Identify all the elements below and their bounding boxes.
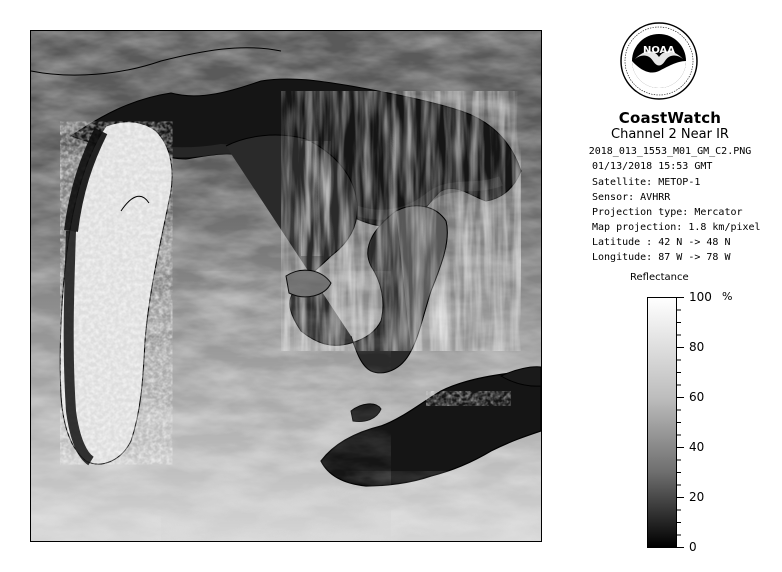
date-time: 01/13/2018 15:53 GMT xyxy=(592,161,713,172)
satellite-map xyxy=(30,30,542,542)
projection-type: Projection type: Mercator xyxy=(592,207,743,218)
colorbar xyxy=(647,297,677,548)
latitude-range: Latitude : 42 N -> 48 N xyxy=(592,237,731,248)
colorbar-tick-label: 20 xyxy=(689,490,705,504)
svg-text:NOAA: NOAA xyxy=(642,45,676,56)
colorbar-scale xyxy=(677,297,737,548)
colorbar-tick-label: 60 xyxy=(689,390,705,404)
colorbar-unit: % xyxy=(722,290,733,303)
longitude-range: Longitude: 87 W -> 78 W xyxy=(592,252,731,263)
colorbar-tick-label: 100 xyxy=(689,290,712,304)
colorbar-tick-label: 80 xyxy=(689,340,705,354)
sensor-name: Sensor: AVHRR xyxy=(592,192,671,203)
file-name: 2018_013_1553_M01_GM_C2.PNG xyxy=(588,146,752,157)
product-title: CoastWatch xyxy=(618,109,722,127)
satellite-name: Satellite: METOP-1 xyxy=(592,177,701,188)
colorbar-title: Reflectance xyxy=(630,272,689,283)
noaa-logo xyxy=(619,21,699,101)
channel-name: Channel 2 Near IR xyxy=(611,127,729,142)
map-projection: Map projection: 1.8 km/pixel xyxy=(592,222,761,233)
colorbar-tick-label: 0 xyxy=(689,540,697,554)
colorbar-tick-label: 40 xyxy=(689,440,705,454)
